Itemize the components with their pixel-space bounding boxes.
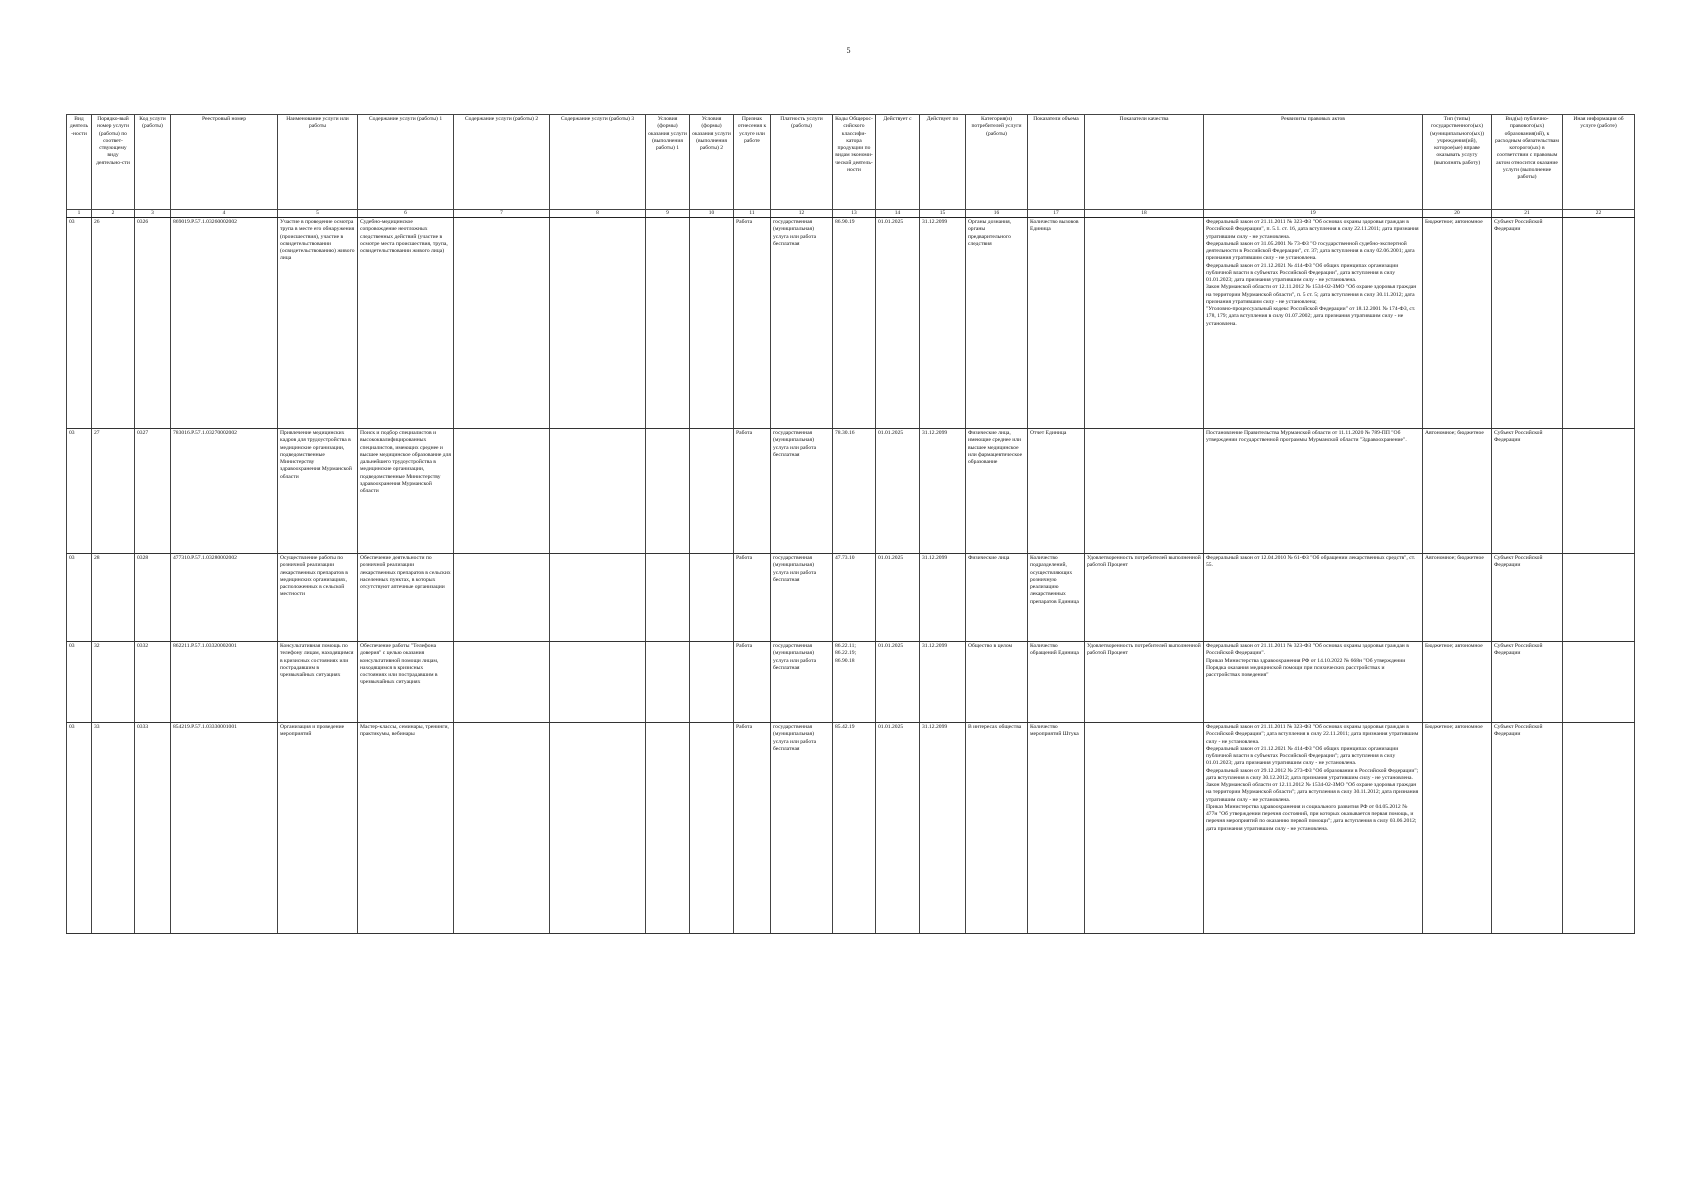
institution-type-cell: Бюджетное; автономное (1423, 642, 1492, 723)
header-cell: Действует по (920, 115, 966, 210)
activity-type-cell: 03 (67, 642, 92, 723)
header-cell: Содержание услуги (работы) 3 (550, 115, 646, 210)
service-content-3-cell (550, 429, 646, 554)
legal-acts-cell: Федеральный закон от 21.11.2011 № 323-ФЗ "Об основах охраны здоровья граждан в Российской Федерации". Приказ Министерства здравоохранения РФ от 14.10.2022 № 668н "Об утверждении Порядка оказания медицинской помощи при психических расстройствах и расстройствах поведения" (1204, 642, 1423, 723)
valid-from-cell: 01.01.2025 (876, 554, 920, 642)
activity-type-cell: 03 (67, 429, 92, 554)
column-number: 12 (771, 210, 833, 218)
service-content-1-cell: Мастер-классы, семинары, тренинги, практикумы, вебинары (358, 723, 454, 934)
column-number: 5 (278, 210, 358, 218)
page-number: 5 (846, 46, 851, 55)
column-number: 14 (876, 210, 920, 218)
column-number-row (67, 210, 1635, 218)
other-info-cell (1563, 218, 1635, 429)
column-number: 2 (92, 210, 135, 218)
ordinal-number-cell: 28 (92, 554, 135, 642)
conditions-1-cell (646, 218, 690, 429)
table-row (67, 642, 1635, 723)
header-cell: Реестровый номер (171, 115, 278, 210)
consumer-category-cell: В интересах общества (966, 723, 1028, 934)
conditions-1-cell (646, 723, 690, 934)
legal-acts-cell: Федеральный закон от 21.11.2011 № 323-ФЗ "Об основах охраны здоровья граждан в Российской Федерации"; дата вступления в силу 22.11.2011; дата признания утратившим силу - не установлена. Федеральный закон от 21.12.2021 № 414-ФЗ "Об общих принципах организации публичной власти в субъектах Российской Федерации"; дата вступления в силу 01.01.2023; дата признания утратившим силу - не установлена. Федеральный закон от 29.12.2012 № 273-ФЗ "Об образовании в Российской Федерации"; дата вступления в силу 30.12.2012; дата признания утратившим силу - не установлена. Закон Мурманской области от 12.11.2012 № 1534-02-ЗМО "Об охране здоровья граждан на территории Мурманской области"; дата вступления в силу 30.11.2012; дата признания утратившим силу - не установлена. Приказ Министерства здравоохранения и социального развития РФ от 04.05.2012 № 477н "Об утверждении перечня состояний, при которых оказывается первая помощь, и перечня мероприятий по оказанию первой помощи"; дата вступления в силу 03.06.2012; дата признания утратившим силу - не установлена. (1204, 723, 1423, 934)
valid-from-cell: 01.01.2025 (876, 723, 920, 934)
conditions-2-cell (690, 429, 734, 554)
column-number: 9 (646, 210, 690, 218)
public-entity-cell: Субъект Российской Федерации (1492, 642, 1563, 723)
header-cell: Порядко-вый номер услуги (работы) по соответ-ствующему виду деятельно-сти (92, 115, 135, 210)
institution-type-cell: Автономное; бюджетное (1423, 429, 1492, 554)
header-cell: Тип (типы) государственного(ых) (муниципального(ых)) учреждения(ий), которое(ые) вправе оказывать услугу (выполнять работу) (1423, 115, 1492, 210)
services-registry-table (66, 114, 1635, 934)
volume-indicators-cell: Количество подразделений, осуществляющих розничную реализацию лекарственных препаратов Единица (1028, 554, 1085, 642)
service-or-work-cell: Работа (734, 723, 771, 934)
service-code-cell: 0326 (135, 218, 171, 429)
column-number: 15 (920, 210, 966, 218)
column-number: 11 (734, 210, 771, 218)
consumer-category-cell: Органы дознания, органы предварительного следствия (966, 218, 1028, 429)
quality-indicators-cell (1085, 429, 1204, 554)
column-number: 16 (966, 210, 1028, 218)
service-name-cell: Осуществление работы по розничной реализации лекарственных препаратов в медицинских организациях, расположенных в сельской местности (278, 554, 358, 642)
okpd-codes-cell: 86.22.11; 86.22.19; 86.90.18 (833, 642, 876, 723)
service-content-1-cell: Судебно-медицинское сопровождение неотложных следственных действий (участие в осмотре места происшествия, трупа, освидетельствовании живого лица) (358, 218, 454, 429)
service-code-cell: 0332 (135, 642, 171, 723)
header-cell: Наименование услуги или работы (278, 115, 358, 210)
header-cell: Коды Общерос-сийского классифи-катора продукции по видам экономи-ческой деятель-ности (833, 115, 876, 210)
header-row (67, 115, 1635, 210)
public-entity-cell: Субъект Российской Федерации (1492, 554, 1563, 642)
activity-type-cell: 03 (67, 218, 92, 429)
column-number: 17 (1028, 210, 1085, 218)
service-content-3-cell (550, 723, 646, 934)
service-content-1-cell: Обеспечение деятельности по розничной реализации лекарственных препаратов в сельских населенных пунктах, в которых отсутствуют аптечные организации (358, 554, 454, 642)
valid-to-cell: 31.12.2099 (920, 723, 966, 934)
service-content-3-cell (550, 554, 646, 642)
valid-to-cell: 31.12.2099 (920, 642, 966, 723)
institution-type-cell: Бюджетное; автономное (1423, 723, 1492, 934)
column-number: 21 (1492, 210, 1563, 218)
header-cell: Условия (формы) оказания услуги (выполнения работы) 2 (690, 115, 734, 210)
header-cell: Действует с (876, 115, 920, 210)
payment-cell: государственная (муниципальная) услуга или работа бесплатная (771, 429, 833, 554)
service-content-2-cell (454, 554, 550, 642)
consumer-category-cell: Физические лица (966, 554, 1028, 642)
table-row (67, 429, 1635, 554)
table-row (67, 723, 1635, 934)
service-or-work-cell: Работа (734, 429, 771, 554)
service-or-work-cell: Работа (734, 554, 771, 642)
header-cell: Иная информация об услуге (работе) (1563, 115, 1635, 210)
registry-number-cell: 854219.Р.57.1.03330001001 (171, 723, 278, 934)
quality-indicators-cell (1085, 723, 1204, 934)
registry-number-cell: 862211.Р.57.1.03320002001 (171, 642, 278, 723)
service-content-2-cell (454, 642, 550, 723)
consumer-category-cell: Общество в целом (966, 642, 1028, 723)
column-number: 8 (550, 210, 646, 218)
other-info-cell (1563, 642, 1635, 723)
okpd-codes-cell: 85.42.19 (833, 723, 876, 934)
service-content-1-cell: Поиск и подбор специалистов и высококвалифицированных специалистов, имеющих среднее и высшее медицинское образование для дальнейшего трудоустройства в медицинские организации, подведомственные Министерству здравоохранения Мурманской области (358, 429, 454, 554)
service-name-cell: Привлечение медицинских кадров для трудоустройства в медицинские организации, подведомственные Министерству здравоохранения Мурманской области (278, 429, 358, 554)
header-cell: Признак отнесения к услуге или работе (734, 115, 771, 210)
column-number: 10 (690, 210, 734, 218)
conditions-1-cell (646, 642, 690, 723)
service-content-2-cell (454, 218, 550, 429)
okpd-codes-cell: 78.30.16 (833, 429, 876, 554)
registry-number-cell: 477310.Р.57.1.03280002002 (171, 554, 278, 642)
registry-number-cell: 869019.Р.57.1.03260002002 (171, 218, 278, 429)
conditions-1-cell (646, 429, 690, 554)
header-cell: Вид деятель-ности (67, 115, 92, 210)
activity-type-cell: 03 (67, 723, 92, 934)
quality-indicators-cell: Удовлетворенность потребителей выполненной работой Процент (1085, 554, 1204, 642)
service-content-3-cell (550, 218, 646, 429)
legal-acts-cell: Федеральный закон от 12.04.2010 № 61-ФЗ "Об обращении лекарственных средств", ст. 55. (1204, 554, 1423, 642)
ordinal-number-cell: 32 (92, 642, 135, 723)
valid-to-cell: 31.12.2099 (920, 554, 966, 642)
header-cell: Категория(и) потребителей услуги (работы) (966, 115, 1028, 210)
payment-cell: государственная (муниципальная) услуга или работа бесплатная (771, 218, 833, 429)
service-name-cell: Организация и проведение мероприятий (278, 723, 358, 934)
conditions-2-cell (690, 554, 734, 642)
public-entity-cell: Субъект Российской Федерации (1492, 429, 1563, 554)
service-code-cell: 0327 (135, 429, 171, 554)
activity-type-cell: 03 (67, 554, 92, 642)
column-number: 1 (67, 210, 92, 218)
institution-type-cell: Бюджетное; автономное (1423, 218, 1492, 429)
conditions-2-cell (690, 723, 734, 934)
volume-indicators-cell: Отчет Единица (1028, 429, 1085, 554)
service-name-cell: Участие в проведение осмотра трупа в месте его обнаружения (происшествия), участие в освидетельствовании (освидетельствованию) живого лица (278, 218, 358, 429)
table-row (67, 218, 1635, 429)
ordinal-number-cell: 33 (92, 723, 135, 934)
payment-cell: государственная (муниципальная) услуга или работа бесплатная (771, 642, 833, 723)
header-cell: Реквизиты правовых актов (1204, 115, 1423, 210)
valid-to-cell: 31.12.2099 (920, 429, 966, 554)
ordinal-number-cell: 26 (92, 218, 135, 429)
column-number: 4 (171, 210, 278, 218)
header-cell: Платность услуги (работы) (771, 115, 833, 210)
other-info-cell (1563, 429, 1635, 554)
header-cell: Показатели объема (1028, 115, 1085, 210)
header-cell: Содержание услуги (работы) 2 (454, 115, 550, 210)
header-cell: Вид(ы) публично-правового(ых) образования(ий), к расходным обязательствам которого(ых) в соответствии с правовым актом относится оказание услуги (выполнение работы) (1492, 115, 1563, 210)
column-number: 3 (135, 210, 171, 218)
valid-from-cell: 01.01.2025 (876, 642, 920, 723)
okpd-codes-cell: 47.73.10 (833, 554, 876, 642)
conditions-2-cell (690, 642, 734, 723)
service-content-3-cell (550, 642, 646, 723)
header-cell: Показатели качества (1085, 115, 1204, 210)
service-code-cell: 0333 (135, 723, 171, 934)
consumer-category-cell: Физические лица, имеющие среднее или высшее медицинское или фармацевтическое образование (966, 429, 1028, 554)
header-cell: Условия (формы) оказания услуги (выполнения работы) 1 (646, 115, 690, 210)
service-content-2-cell (454, 429, 550, 554)
service-content-1-cell: Обеспечение работы "Телефона доверия" с целью оказания консультативной помощи лицам, находящимся в кризисных состояниях или пострадавшим в чрезвычайных ситуациях (358, 642, 454, 723)
conditions-1-cell (646, 554, 690, 642)
header-cell: Содержание услуги (работы) 1 (358, 115, 454, 210)
service-content-2-cell (454, 723, 550, 934)
quality-indicators-cell (1085, 218, 1204, 429)
column-number: 13 (833, 210, 876, 218)
valid-from-cell: 01.01.2025 (876, 218, 920, 429)
table-row (67, 554, 1635, 642)
other-info-cell (1563, 723, 1635, 934)
quality-indicators-cell: Удовлетворенность потребителей выполненной работой Процент (1085, 642, 1204, 723)
service-code-cell: 0328 (135, 554, 171, 642)
column-number: 7 (454, 210, 550, 218)
service-or-work-cell: Работа (734, 642, 771, 723)
column-number: 6 (358, 210, 454, 218)
payment-cell: государственная (муниципальная) услуга или работа бесплатная (771, 554, 833, 642)
volume-indicators-cell: Количество вызовов Единица (1028, 218, 1085, 429)
header-cell: Код услуги (работы) (135, 115, 171, 210)
volume-indicators-cell: Количество обращений Единица (1028, 642, 1085, 723)
public-entity-cell: Субъект Российской Федерации (1492, 723, 1563, 934)
legal-acts-cell: Федеральный закон от 21.11.2011 № 323-ФЗ "Об основах охраны здоровья граждан в Российской Федерации", п. 5.1. ст. 16, дата вступления в силу 22.11.2011; дата признания утратившим силу - не установлена. Федеральный закон от 31.05.2001 № 73-ФЗ "О государственной судебно-экспертной деятельности в Российской Федерации", ст. 37; дата вступления в силу 02.06.2001; дата признания утратившим силу - не установлена. Федеральный закон от 21.12.2021 № 414-ФЗ "Об общих принципах организации публичной власти в субъектах Российской Федерации", дата вступления в силу 01.01.2023; дата признания утратившим силу - не установлена. Закон Мурманской области от 12.11.2012 № 1534-02-ЗМО "Об охране здоровья граждан на территории Мурманской области", п. 5 ст. 5; дата вступления в силу 30.11.2012; дата признания утратившим силу - не установлена; "Уголовно-процессуальный кодекс Российской Федерации" от 18.12.2001 № 174-ФЗ, ст. 178, 179; дата вступления в силу 01.07.2002; дата признания утратившим силу - не установлена. (1204, 218, 1423, 429)
other-info-cell (1563, 554, 1635, 642)
valid-to-cell: 31.12.2099 (920, 218, 966, 429)
service-name-cell: Консультативная помощь по телефону лицам, находящимся в кризисных состояниях или пострадавшим в чрезвычайных ситуациях (278, 642, 358, 723)
institution-type-cell: Автономное; бюджетное (1423, 554, 1492, 642)
column-number: 22 (1563, 210, 1635, 218)
payment-cell: государственная (муниципальная) услуга или работа бесплатная (771, 723, 833, 934)
ordinal-number-cell: 27 (92, 429, 135, 554)
service-or-work-cell: Работа (734, 218, 771, 429)
conditions-2-cell (690, 218, 734, 429)
column-number: 18 (1085, 210, 1204, 218)
registry-number-cell: 783016.Р.57.1.03270002002 (171, 429, 278, 554)
column-number: 20 (1423, 210, 1492, 218)
okpd-codes-cell: 86.90.19 (833, 218, 876, 429)
column-number: 19 (1204, 210, 1423, 218)
legal-acts-cell: Постановление Правительства Мурманской области от 11.11.2020 № 789-ПП "Об утверждении государственной программы Мурманской области "Здравоохранение". (1204, 429, 1423, 554)
valid-from-cell: 01.01.2025 (876, 429, 920, 554)
public-entity-cell: Субъект Российской Федерации (1492, 218, 1563, 429)
volume-indicators-cell: Количество мероприятий Штука (1028, 723, 1085, 934)
